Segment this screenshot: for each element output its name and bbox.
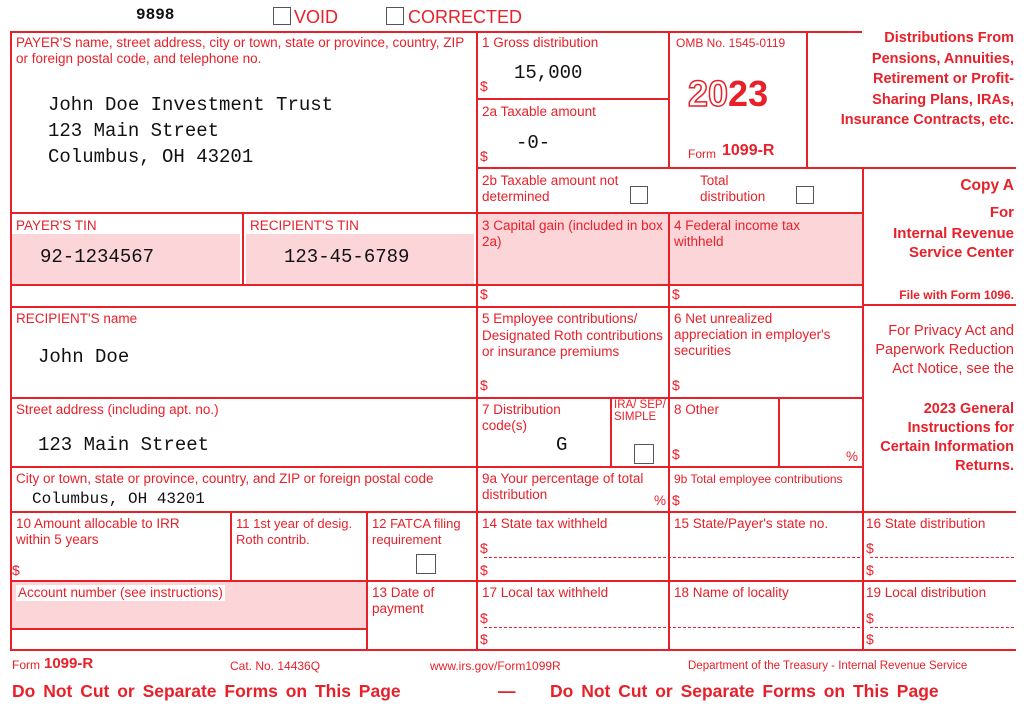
rule: [476, 98, 668, 100]
box17-label: 17 Local tax withheld: [482, 585, 609, 600]
box17-dollar-2: $: [480, 631, 488, 647]
box2a-dollar: $: [480, 148, 488, 164]
box5-label: 5 Employee contributions/ Designated Roth contributions or insurance premiums: [482, 311, 663, 359]
fatca-checkbox[interactable]: [416, 554, 436, 574]
box18-label: 18 Name of locality: [674, 585, 789, 600]
form-name: 1099-R: [722, 142, 775, 159]
do-not-cut-right: Do Not Cut or Separate Forms on This Page: [550, 681, 939, 701]
box6-label: 6 Net unrealized appreciation in employer's securities: [674, 311, 831, 358]
box2b-checkbox[interactable]: [630, 186, 648, 204]
tax-year-suffix: 23: [728, 73, 769, 114]
privacy-notice: For Privacy Act and Paperwork Reduction Act Notice, see the: [875, 323, 1014, 377]
recipient-name-label: RECIPIENT'S name: [16, 311, 138, 326]
payer-city: Columbus, OH 43201: [48, 146, 254, 168]
payer-street: 123 Main Street: [48, 120, 220, 142]
recipient-tin-label: RECIPIENT'S TIN: [250, 218, 359, 233]
box7-label: 7 Distribution code(s): [482, 402, 561, 433]
tax-year: [688, 74, 768, 114]
box17-dollar-1: $: [480, 610, 488, 626]
box13-label: 13 Date of payment: [372, 585, 435, 616]
rule: [10, 306, 862, 308]
rule: [10, 212, 864, 214]
form-prefix: Form: [688, 147, 716, 161]
dashed-rule: [484, 627, 860, 628]
rule: [230, 511, 232, 582]
copy-irs: Internal Revenue Service Center: [893, 225, 1014, 261]
general-instructions: 2023 General Instructions for Certain Information Returns.: [880, 401, 1014, 474]
box3-label: 3 Capital gain (included in box 2a): [482, 218, 663, 249]
do-not-cut-left: Do Not Cut or Separate Forms on This Page: [12, 681, 401, 701]
footer-form-name: 1099-R: [44, 655, 94, 672]
tax-year-prefix: 20: [688, 73, 729, 114]
rule: [10, 580, 1016, 582]
box12-label: 12 FATCA filing requirement: [372, 516, 461, 547]
void-checkbox[interactable]: [273, 7, 291, 25]
box2a-value[interactable]: -0-: [516, 132, 551, 154]
form-title: Distributions From Pensions, Annuities, Retirement or Profit-Sharing Plans, IRAs, Insurance Contracts, etc.: [840, 30, 1014, 128]
copy-for: For: [989, 204, 1014, 221]
dashed-rule: [870, 627, 1014, 628]
rule: [778, 397, 780, 468]
rule: [10, 31, 12, 651]
payer-label: PAYER'S name, street address, city or town, state or province, country, ZIP or foreign postal code, and telephone no.: [16, 35, 465, 66]
box4-label: 4 Federal income tax withheld: [674, 218, 801, 249]
box5-dollar: $: [480, 377, 488, 393]
recipient-tin-value[interactable]: 123-45-6789: [284, 246, 410, 268]
rule: [10, 31, 862, 33]
street-value[interactable]: 123 Main Street: [38, 434, 210, 456]
box19-dollar-1: $: [866, 610, 874, 626]
rule: [668, 212, 670, 651]
dashed-rule: [484, 557, 860, 558]
city-value[interactable]: Columbus, OH 43201: [32, 490, 205, 508]
rule: [10, 466, 862, 468]
rule: [476, 31, 478, 651]
box14-dollar-1: $: [480, 540, 488, 556]
box14-label: 14 State tax withheld: [482, 516, 608, 531]
footer-cat-no: Cat. No. 14436Q: [230, 659, 321, 673]
footer-department: Department of the Treasury - Internal Revenue Service: [688, 660, 968, 672]
total-distribution-label: Total distribution: [700, 173, 766, 204]
rule: [10, 628, 366, 630]
box1-dollar: $: [480, 78, 488, 94]
dashed-rule: [870, 557, 1014, 558]
box19-label: 19 Local distribution: [866, 585, 987, 600]
box9a-percent: %: [654, 493, 667, 508]
box9a-label: 9a Your percentage of total distribution: [482, 471, 644, 502]
box1-label: 1 Gross distribution: [482, 35, 599, 50]
rule: [610, 397, 612, 468]
corrected-label: CORRECTED: [408, 7, 523, 27]
box4-dollar: $: [672, 286, 680, 302]
box16-label: 16 State distribution: [866, 516, 986, 531]
box16-dollar-2: $: [866, 562, 874, 578]
rule: [806, 31, 808, 169]
rule: [668, 31, 670, 169]
form-code: 9898: [136, 6, 175, 24]
rule: [10, 511, 1016, 513]
rule: [10, 284, 864, 286]
box16-dollar-1: $: [866, 540, 874, 556]
box7-value[interactable]: G: [556, 434, 568, 456]
box8-dollar: $: [672, 446, 680, 462]
footer-url[interactable]: www.irs.gov/Form1099R: [430, 659, 561, 673]
rule: [242, 212, 244, 286]
payer-tin-value[interactable]: 92-1234567: [40, 246, 155, 268]
rule: [476, 167, 1016, 169]
payer-name: John Doe Investment Trust: [48, 94, 334, 116]
rule: [862, 167, 864, 513]
void-label: VOID: [294, 7, 339, 27]
box2a-label: 2a Taxable amount: [482, 104, 596, 119]
box1-value[interactable]: 15,000: [514, 62, 583, 84]
rule: [862, 304, 1016, 306]
account-label: Account number (see instructions): [18, 585, 223, 600]
box11-label: 11 1st year of desig. Roth contrib.: [236, 516, 353, 547]
city-label: City or town, state or province, country, and ZIP or foreign postal code: [16, 471, 434, 486]
street-label: Street address (including apt. no.): [16, 402, 219, 417]
copy-title: Copy A: [960, 177, 1014, 194]
payer-tin-label: PAYER'S TIN: [16, 218, 97, 233]
ira-sep-simple-checkbox[interactable]: [634, 444, 654, 464]
box3-dollar: $: [480, 286, 488, 302]
box10-dollar: $: [12, 562, 20, 578]
footer-form-prefix: Form: [12, 658, 40, 672]
omb-number: OMB No. 1545-0119: [676, 36, 786, 50]
box19-dollar-2: $: [866, 631, 874, 647]
box2b-label: 2b Taxable amount not determined: [482, 173, 619, 204]
box8-percent: %: [846, 449, 859, 464]
rule: [862, 511, 864, 651]
rule: [10, 397, 862, 399]
box6-dollar: $: [672, 377, 680, 393]
corrected-checkbox[interactable]: [386, 7, 404, 25]
box15-label: 15 State/Payer's state no.: [674, 516, 829, 531]
recipient-name-value[interactable]: John Doe: [38, 346, 130, 368]
box9b-dollar: $: [672, 492, 680, 508]
total-distribution-checkbox[interactable]: [796, 186, 814, 204]
rule: [366, 511, 368, 651]
file-with-1096: File with Form 1096.: [899, 288, 1014, 302]
ira-sep-simple-label: IRA/ SEP/ SIMPLE: [614, 399, 666, 423]
rule: [10, 649, 1016, 651]
box14-dollar-2: $: [480, 562, 488, 578]
footer-dash: —: [498, 681, 516, 701]
box8-label: 8 Other: [674, 402, 720, 417]
box10-label: 10 Amount allocable to IRR within 5 years: [16, 516, 180, 547]
box9b-label: 9b Total employee contributions: [674, 472, 843, 486]
